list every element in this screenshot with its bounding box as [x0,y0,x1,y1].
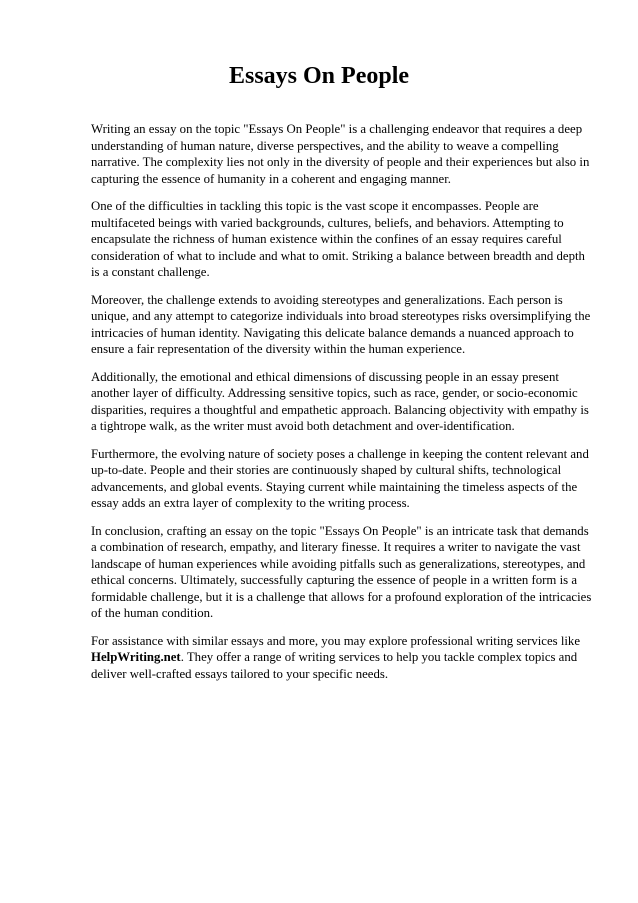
closing-text-before: For assistance with similar essays and more, you may explore professional writing services like [91,633,581,648]
paragraph-relevance: Furthermore, the evolving nature of society poses a challenge in keeping the content relevant and up-to-date. People and their stories are continuously shaped by cultural shifts, technological advancements, and global events. Staying current while maintaining the timeless aspects of the essay adds an extra layer of complexity to the writing process. [91,446,589,510]
document-title: Essays On People [228,63,410,89]
paragraph-closing [91,633,594,683]
paragraph-ethics: Additionally, the emotional and ethical dimensions of discussing people in an essay present another layer of difficulty. Addressing sensitive topics, such as race, gender, or socio-economic disparities, requires a thoughtful and empathetic approach. Balancing objectivity with empathy is a tightrope walk, as the writer must avoid both detachment and over-identification. [91,369,589,433]
helpwriting-link[interactable]: HelpWriting.net [91,650,181,664]
closing-text-after: . They offer a range of writing services to help you tackle complex topics and deliver well-crafted essays tailored to your specific needs. [91,650,578,681]
paragraph-conclusion: In conclusion, crafting an essay on the topic "Essays On People" is an intricate task that demands a combination of research, empathy, and literary finesse. It requires a writer to navigate the vast landscape of human experiences while avoiding pitfalls such as generalizations, stereotypes, and ethical concerns. Ultimately, successfully capturing the essence of people in a written form is a formidable challenge, but it is a challenge that allows for a profound exploration of the intricacies of the human condition. [91,523,592,620]
paragraph-scope: One of the difficulties in tackling this topic is the vast scope it encompasses. People are multifaceted beings with varied backgrounds, cultures, beliefs, and behaviors. Attempting to encapsulate the richness of human existence within the confines of an essay requires careful consideration of what to include and what to omit. Striking a balance between breadth and depth is a constant challenge. [91,199,585,279]
paragraph-stereotypes: Moreover, the challenge extends to avoiding stereotypes and generalizations. Each person is unique, and any attempt to categorize individuals into broad stereotypes risks oversimplifying the intricacies of human identity. Navigating this delicate balance demands a nuanced approach to ensure a fair representation of the diversity within the human experience. [91,292,591,356]
paragraph-intro: Writing an essay on the topic "Essays On People" is a challenging endeavor that requires a deep understanding of human nature, diverse perspectives, and the ability to weave a compelling narrative. The complexity lies not only in the diversity of people and their experiences but also in capturing the essence of humanity in a coherent and engaging manner. [91,122,590,186]
